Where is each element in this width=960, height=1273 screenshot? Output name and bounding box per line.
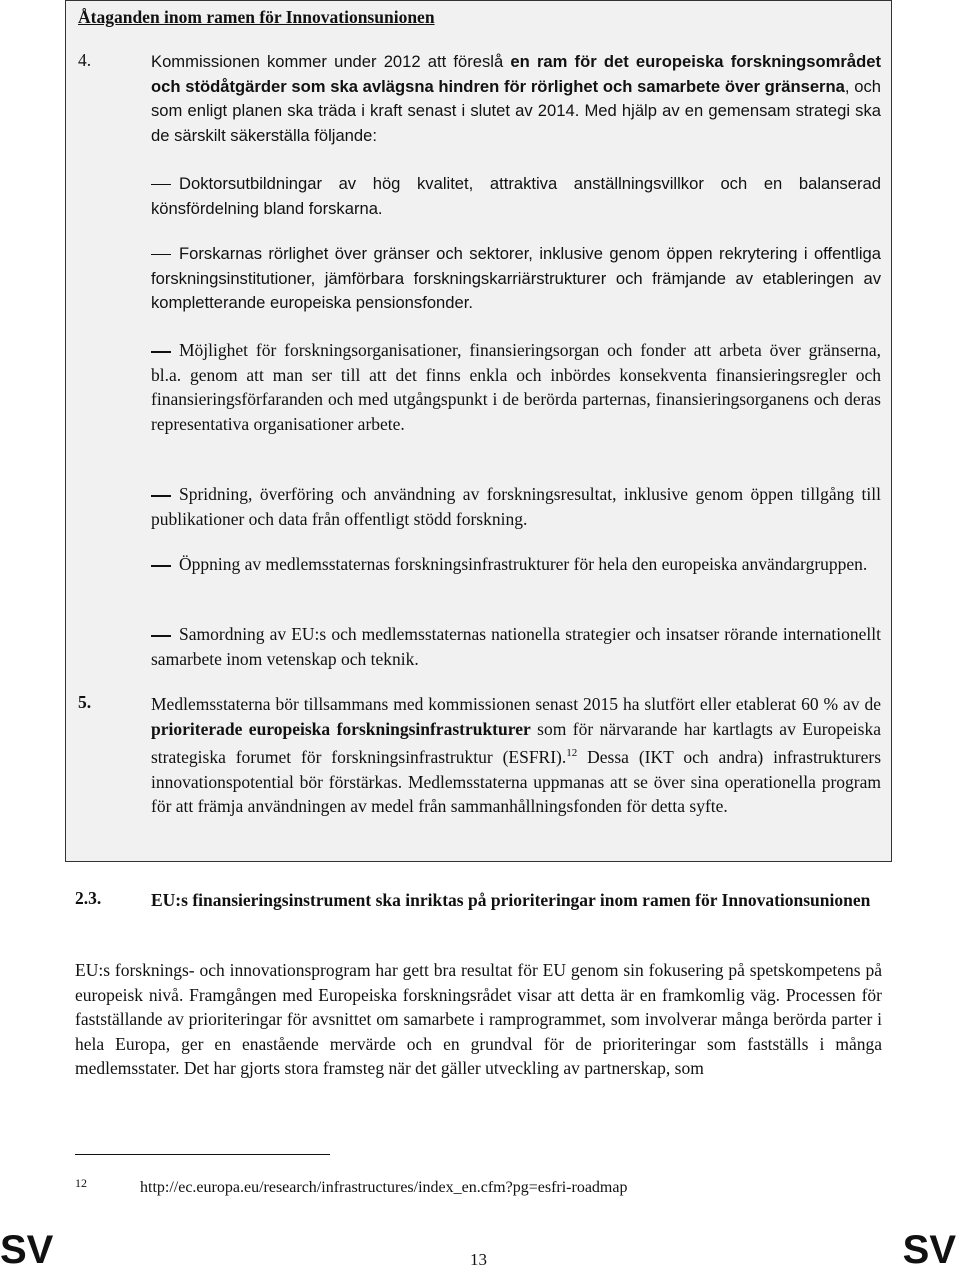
bullet-2 — [151, 242, 881, 316]
footnote-link[interactable]: http://ec.europa.eu/research/infrastructures/index_en.cfm?pg=esfri-roadmap — [140, 1179, 628, 1196]
item-5-text-a: Medlemsstaterna bör tillsammans med kommissionen senast 2015 ha slutfört eller etablerat 60 % av de — [151, 694, 881, 714]
commitments-box — [65, 0, 892, 862]
language-code-right: SV — [902, 1228, 956, 1272]
footnote-number: 12 — [75, 1176, 87, 1190]
bullet-4-text: Spridning, överföring och användning av forskningsresultat, inklusive genom öppen tillgång till publikationer och data från offentligt stödd forskning. — [151, 484, 881, 529]
page-number: 13 — [470, 1250, 487, 1269]
item-4-number: 4. — [78, 50, 92, 70]
bullet-6 — [151, 622, 881, 671]
bullet-5 — [151, 552, 881, 577]
section-title: EU:s finansieringsinstrument ska inriktas på prioriteringar inom ramen för Innovationsunionen — [151, 890, 871, 910]
dash-icon — [151, 351, 171, 352]
bullet-3 — [151, 338, 881, 436]
bullet-2-text: Forskarnas rörlighet över gränser och sektorer, inklusive genom öppen rekrytering i offentliga forskningsinstitutioner, jämförbara forskningskarriärstrukturer och främjande av etableringen av kompletterande europeiska pensionsfonder. — [151, 244, 881, 313]
dash-icon — [151, 635, 171, 636]
item-5-text-b: som för närvarande har kartlagts av Europeiska strategiska forumet för forskningsinfrastruktur (ESFRI). — [151, 718, 881, 768]
dash-icon — [151, 184, 171, 185]
bullet-5-text: Öppning av medlemsstaternas forskningsinfrastrukturer för hela den europeiska användargruppen. — [179, 554, 868, 574]
item-4-text-a: Kommissionen kommer under 2012 att föreslå — [151, 52, 511, 71]
item-4-bold: en ram för det europeiska forskningsområdet och stödåtgärder som ska avlägsna hindren för rörlighet och samarbete över gränserna — [151, 52, 881, 96]
item-5-bold: prioriterade europeiska forskningsinfrastrukturer — [151, 718, 531, 739]
box-title: Åtaganden inom ramen för Innovationsunionen — [78, 7, 435, 27]
item-5-number: 5. — [78, 692, 92, 712]
item-4-text-b: , och som enligt planen ska träda i kraft senast i slutet av 2014. Med hjälp av en gemensam strategi ska de särskilt säkerställa följande: — [151, 76, 881, 145]
footnote-divider — [75, 1154, 330, 1155]
dash-icon — [151, 495, 171, 496]
item-5-text — [151, 692, 881, 819]
dash-icon — [151, 254, 171, 255]
dash-icon — [151, 565, 171, 566]
item-4-text — [151, 50, 881, 148]
bullet-1 — [151, 172, 881, 221]
footnote-ref[interactable]: 12 — [566, 747, 578, 760]
item-5-text-c: Dessa (IKT och andra) infrastrukturers innovationspotential bör förstärkas. Medlemsstaterna uppmanas att se över sina operationella program för att främja användningen av medel från sammanhållningsfonden för detta syfte. — [151, 747, 881, 817]
body-paragraph: EU:s forsknings- och innovationsprogram har gett bra resultat för EU genom sin fokusering på spetskompetens på europeisk nivå. Framgången med Europeiska forskningsrådet visar att detta är en framkomlig väg. Processen för fastställande av prioriteringar för avsnittet om samarbete i ramprogrammet, som involverar många berörda parter i hela Europa, ger en enastående mervärde och en grundval för de prioriteringar som fastställs i många medlemsstater. Det har gjorts stora framsteg när det gäller utveckling av partnerskap, som — [75, 960, 882, 1079]
bullet-1-text: Doktorsutbildningar av hög kvalitet, attraktiva anställningsvillkor och en balanserad könsfördelning bland forskarna. — [151, 174, 881, 218]
bullet-6-text: Samordning av EU:s och medlemsstaternas nationella strategier och insatser rörande internationellt samarbete inom vetenskap och teknik. — [151, 624, 881, 669]
bullet-3-text: Möjlighet för forskningsorganisationer, finansieringsorgan och fonder att arbeta över gränserna, bl.a. genom att man ser till att det finns enkla och inbördes konsekventa finansieringsregler och finansieringsförfaranden och med utgångspunkt i de berörda parternas, finansieringsorganens och deras representativa organisationer arbete. — [151, 340, 881, 434]
bullet-4 — [151, 482, 881, 531]
section-number: 2.3. — [75, 888, 102, 908]
language-code-left: SV — [0, 1228, 54, 1272]
